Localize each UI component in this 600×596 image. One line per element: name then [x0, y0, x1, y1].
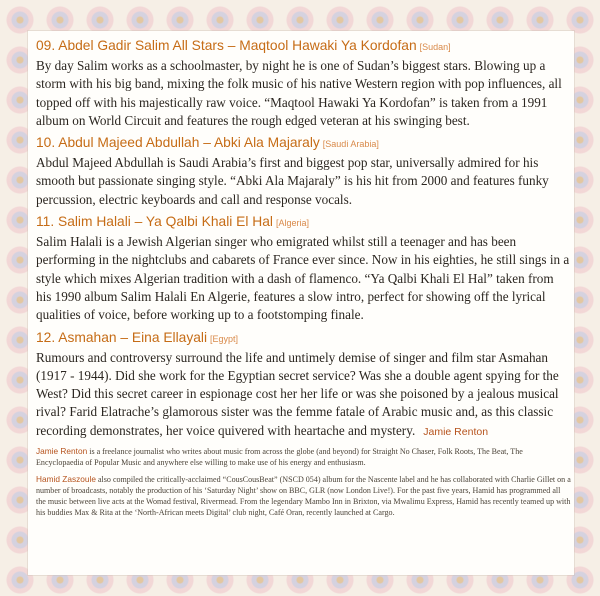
track-description: Abdul Majeed Abdullah is Saudi Arabia’s first and biggest pop star, universally admired for his smooth but passionate singing style. “Abki Ala Majaraly” is his hit from 2000 and features funky percussion, electric keyboards and call and response vocals. — [36, 155, 549, 207]
track-country: [Algeria] — [275, 218, 309, 229]
track-description — [36, 349, 571, 441]
credit-name: Jamie Renton — [36, 446, 88, 457]
track-title: 11. Salim Halali – Ya Qalbi Khali El Hal — [36, 214, 273, 230]
track-description: Salim Halali is a Jewish Algerian singer who emigrated whilst still a teenager and has been performing in the nightclubs and cabarets of France ever since. Now in his eighties, he still sings in a style which mixes Algerian tradition with a dash of flamenco. “Ya Qalbi Khali El Hal” taken from his 1990 album Salim Halali En Algerie, features a slow intro, perfect for showing off the lyrical qualities of voice, before working up to a footstomping finale. — [36, 234, 570, 323]
track-country: [Egypt] — [210, 333, 239, 344]
credit-name: Hamid Zaszoule — [36, 474, 96, 485]
track-description-text: Rumours and controversy surround the life and untimely demise of singer and film star Asmahan (1917 - 1944). Did she work for the Egyptian secret service? Was she a double agent spying for the West? Did this secret career in espionage cost her her life or was she poisoned by a jealous musical rival? Farid Elatrache’s glamorous sister was the femme fatale of Arabic music and, as this classic recording demonstrates, her voice quivered with heartache and mystery. — [36, 349, 559, 438]
track-country: [Sudan] — [419, 42, 451, 52]
credit-paragraph — [36, 446, 571, 468]
track-heading — [36, 213, 571, 232]
liner-notes-content — [36, 37, 571, 524]
track-heading — [36, 329, 571, 348]
track-heading — [36, 134, 571, 153]
track-title: 12. Asmahan – Eina Ellayali — [36, 329, 208, 345]
track-heading — [36, 37, 571, 56]
credits — [36, 446, 571, 518]
track-title: 09. Abdel Gadir Salim All Stars – Maqtool Hawaki Ya Kordofan — [36, 38, 417, 53]
credit-text: is a freelance journalist who writes about music from across the globe (and beyond) for Straight No Chaser, Folk Roots, The Beat, The Encyclopaedia of Popular Music and anywhere else willing to make use of his energy and enthusiasm. — [36, 447, 523, 468]
track-title: 10. Abdul Majeed Abdullah – Abki Ala Majaraly — [36, 135, 320, 151]
track-description: By day Salim works as a schoolmaster, by night he is one of Sudan’s biggest stars. Blowing up a storm with his big band, mixing the folk music of his native Western region with pop influences, all topped off with his majestically raw voice. “Maqtool Hawaki Ya Kordofan” is taken from a 1991 album on World Circuit and features the rough edged veteran at his swinging best. — [36, 58, 562, 128]
credit-text: also compiled the critically-acclaimed “CousCousBeat” (NSCD 054) album for the Nascente label and he has collaborated with Charlie Gillet on a number of broadcasts, notably the production of his ‘Saturday Night’ show on BBC, GLR (now London Live!). For the past five years, Hamid has programmed all the music between live acts at the Womad festival, Rivermead. From the legendary Mambo Inn in Brixton, via Mwalimu Express, Hamid has recently teamed up with his buddies Max & Rita at the ‘North-African meets Digital’ club night, Café Oran, recently launched at Cargo. — [36, 475, 571, 518]
track-country: [Saudi Arabia] — [322, 139, 379, 150]
credit-paragraph — [36, 474, 571, 518]
author-signature: Jamie Renton — [423, 425, 489, 438]
